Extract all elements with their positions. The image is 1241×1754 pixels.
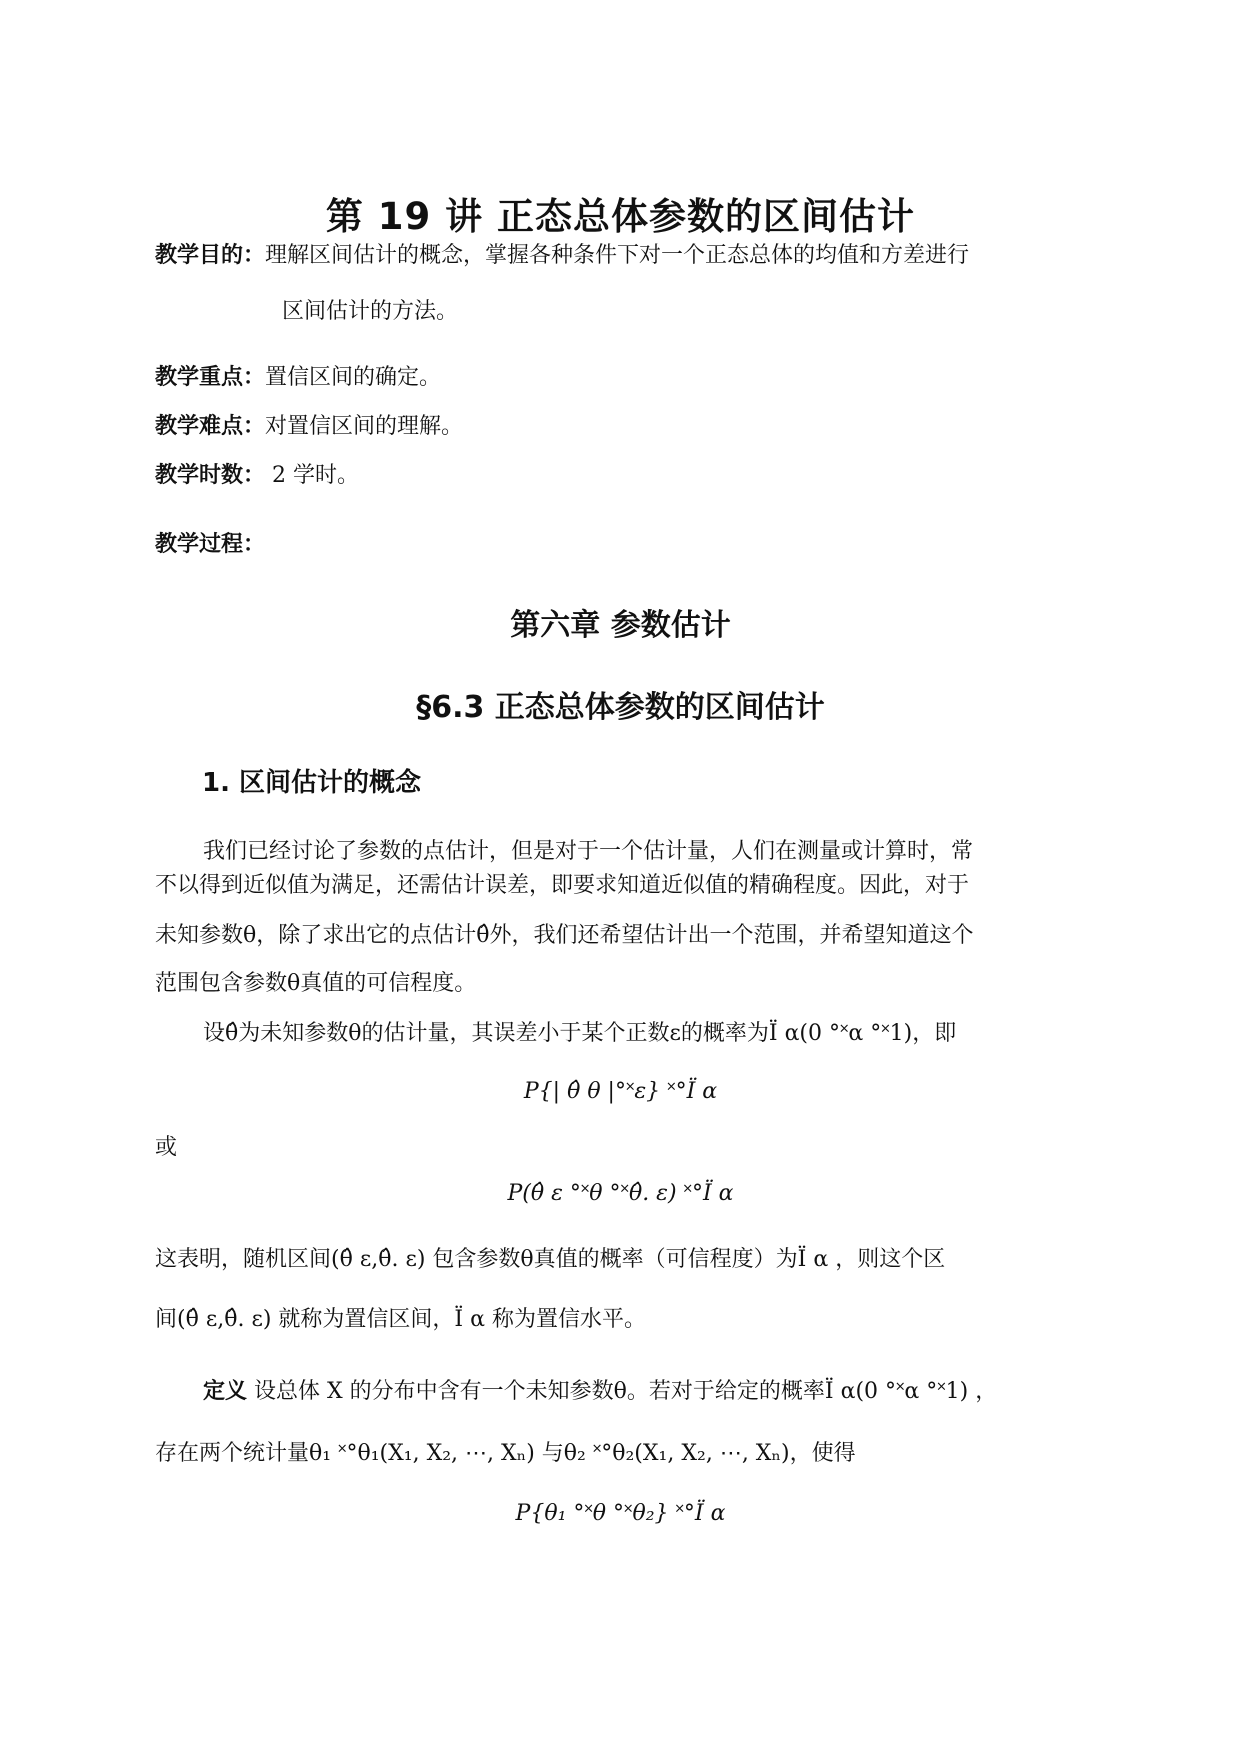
meta-difficulty — [155, 403, 1095, 451]
paragraph-line: 或 — [155, 1135, 178, 1160]
formula-probability-interval: P(θ̂ ε °˟θ °˟θ̂. ε) ˟°Ï α — [507, 1181, 734, 1206]
definition-text: 设总体 X 的分布中含有一个未知参数θ。若对于给定的概率Ï α(0 °˟α °˟1) ， — [247, 1379, 998, 1404]
meta-purpose-label: 教学目的： — [155, 243, 266, 268]
definition-label: 定义 — [203, 1379, 248, 1404]
meta-difficulty-value: 对置信区间的理解。 — [265, 414, 464, 439]
paragraph-line: 间(θ̂ ε,θ̂. ε) 就称为置信区间，Ï α 称为置信水平。 — [155, 1307, 646, 1332]
meta-difficulty-label: 教学难点： — [155, 414, 266, 439]
meta-process — [155, 521, 1095, 569]
meta-focus — [155, 354, 1095, 402]
meta-hours-value: 2 学时。 — [265, 463, 359, 488]
meta-process-label: 教学过程： — [155, 532, 266, 557]
meta-purpose — [155, 232, 1095, 280]
section-heading: §6.3 正态总体参数的区间估计 — [416, 690, 825, 725]
lecture-title: 第 19 讲 正态总体参数的区间估计 — [325, 195, 916, 238]
paragraph-line: 不以得到近似值为满足，还需估计误差，即要求知道近似值的精确程度。因此，对于 — [155, 873, 970, 898]
subsection-heading: 1. 区间估计的概念 — [202, 768, 422, 798]
paragraph-line: 这表明，随机区间(θ̂ ε,θ̂. ε) 包含参数θ真值的概率（可信程度）为Ï α ，则这个区 — [155, 1247, 946, 1272]
meta-hours-label: 教学时数： — [155, 463, 266, 488]
formula-probability-error: P{| θ̂ θ |°˟ε} ˟°Ï α — [523, 1079, 718, 1104]
paragraph-line: 范围包含参数θ真值的可信程度。 — [155, 971, 477, 996]
paragraph-line: 我们已经讨论了参数的点估计，但是对于一个估计量，人们在测量或计算时，常 — [203, 839, 974, 864]
chapter-heading: 第六章 参数估计 — [510, 608, 731, 643]
meta-focus-value: 置信区间的确定。 — [265, 365, 442, 390]
paragraph-line: 未知参数θ，除了求出它的点估计θ̂外，我们还希望估计出一个范围，并希望知道这个 — [155, 923, 974, 948]
formula-confidence-interval: P{θ₁ °˟θ °˟θ₂} ˟°Ï α — [515, 1501, 726, 1526]
meta-hours — [155, 452, 1095, 500]
meta-purpose-continued: 区间估计的方法。 — [282, 299, 459, 324]
meta-purpose-value: 理解区间估计的概念，掌握各种条件下对一个正态总体的均值和方差进行 — [265, 243, 970, 268]
paragraph-line: 存在两个统计量θ₁ ˟°θ₁(X₁, X₂, ⋯, Xₙ) 与θ₂ ˟°θ₂(X₁, X₂, ⋯, Xₙ)，使得 — [155, 1441, 856, 1466]
definition-line — [155, 1374, 1138, 1405]
meta-focus-label: 教学重点： — [155, 365, 266, 390]
paragraph-line: 设θ̂为未知参数θ的估计量，其误差小于某个正数ε的概率为Ï α(0 °˟α °˟1)，即 — [203, 1021, 957, 1046]
